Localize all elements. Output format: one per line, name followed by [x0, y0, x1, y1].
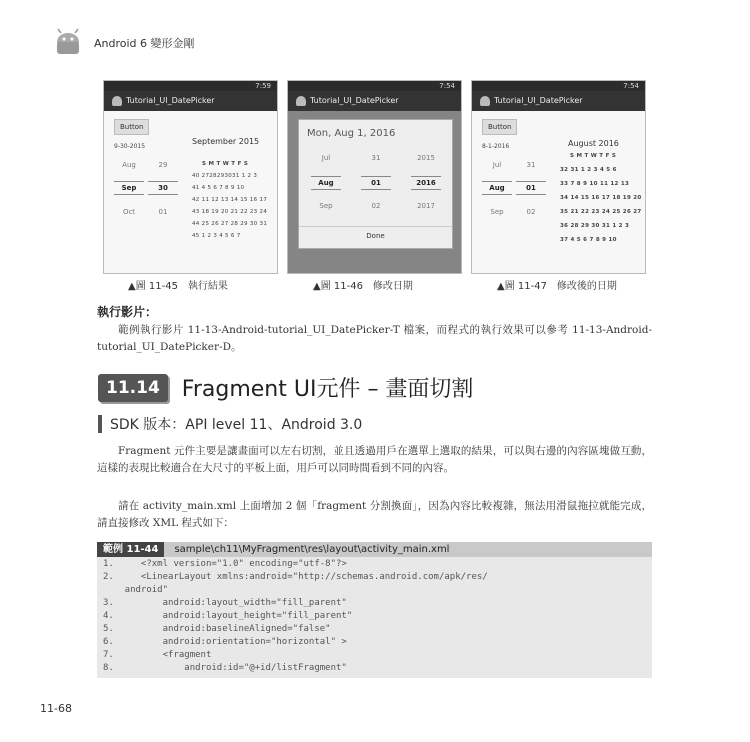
spinner-month-next: Sep: [490, 208, 504, 216]
app-title: Tutorial_UI_DatePicker: [126, 96, 215, 105]
date-label: 9-30-2015: [114, 143, 146, 150]
date-picker-dialog: [298, 119, 453, 249]
calendar-month: September 2015: [192, 137, 260, 146]
calendar-week[interactable]: 36 28 29 30 31 1 2 3: [560, 223, 630, 229]
heading-bar: [98, 415, 102, 433]
figure-caption: ▲圖 11-46 修改日期: [313, 281, 413, 292]
spinner-day-next: 02: [526, 208, 536, 216]
status-bar: 7:54: [288, 81, 461, 91]
code-path: sample\ch11\MyFragment\res\layout\activity_main.xml: [174, 544, 450, 555]
code-line: 2. <LinearLayout xmlns:android="http://schemas.android.com/apk/res/: [103, 572, 488, 582]
button[interactable]: Button: [482, 119, 517, 135]
app-icon: [296, 96, 306, 106]
app-title: Tutorial_UI_DatePicker: [494, 96, 583, 105]
app-icon: [112, 96, 122, 106]
calendar-week[interactable]: 34 14 15 16 17 18 19 20: [560, 195, 642, 201]
page-number: 11-68: [40, 702, 72, 715]
app-icon: [480, 96, 490, 106]
code-listing: [97, 542, 652, 678]
app-bar: [472, 91, 645, 111]
book-title: Android 6 變形金剛: [94, 37, 195, 50]
spinner-month-next: Oct: [122, 208, 136, 216]
spinner-month-next: Sep: [319, 202, 333, 210]
screenshot-figure-11-46: [287, 80, 462, 274]
code-label: 範例 11-44: [97, 542, 164, 557]
calendar-week[interactable]: 41 4 5 6 7 8 9 10: [192, 185, 245, 191]
spinner-month-selected[interactable]: Sep: [114, 181, 144, 195]
sdk-heading: [98, 414, 362, 434]
paragraph: 請在 activity_main.xml 上面增加 2 個「fragment 分割換面」，因為內容比較複雜，無法用滑鼠拖拉就能完成，請直接修改 XML 程式如下：: [97, 500, 652, 529]
screenshot-figure-11-47: [471, 80, 646, 274]
spinner-month-prev: Aug: [122, 161, 136, 169]
calendar-month: August 2016: [568, 139, 619, 148]
spinner-day-selected[interactable]: 30: [148, 181, 178, 195]
button[interactable]: Button: [114, 119, 149, 135]
section-number: 11.14: [98, 374, 168, 402]
code-line: 7. <fragment: [103, 650, 212, 660]
spinner-month-selected[interactable]: Aug: [311, 176, 341, 190]
dialog-title: Mon, Aug 1, 2016: [307, 128, 396, 139]
book-header: [50, 28, 195, 58]
section-title: [98, 372, 473, 403]
code-line: 6. android:orientation="horizontal" >: [103, 637, 347, 647]
status-bar: 7:54: [472, 81, 645, 91]
spinner-month-selected[interactable]: Aug: [482, 181, 512, 195]
calendar-week[interactable]: 32 31 1 2 3 4 5 6: [560, 167, 617, 173]
code-line: 5. android:baselineAligned="false": [103, 624, 331, 634]
spinner-day-prev: 31: [371, 154, 381, 162]
screenshot-figure-11-45: [103, 80, 278, 274]
app-bar: [104, 91, 277, 111]
calendar-week[interactable]: 42 11 12 13 14 15 16 17: [192, 197, 268, 203]
status-bar: 7:59: [104, 81, 277, 91]
calendar-week[interactable]: 45 1 2 3 4 5 6 7: [192, 233, 241, 239]
spinner-month-prev: Jul: [492, 161, 502, 169]
section-heading: Fragment UI元件 – 畫面切割: [181, 377, 474, 402]
calendar-week[interactable]: 33 7 8 9 10 11 12 13: [560, 181, 630, 187]
app-bar: [288, 91, 461, 111]
calendar-week[interactable]: 35 21 22 23 24 25 26 27: [560, 209, 642, 215]
code-line: 3. android:layout_width="fill_parent": [103, 598, 347, 608]
code-line: 1. <?xml version="1.0" encoding="utf-8"?>: [103, 559, 347, 569]
calendar-week[interactable]: 43 18 19 20 21 22 23 24: [192, 209, 268, 215]
spinner-year-prev: 2015: [417, 154, 435, 162]
code-header: [97, 542, 652, 557]
spinner-day-next: 01: [158, 208, 168, 216]
date-label: 8-1-2016: [482, 143, 510, 150]
calendar-weekdays: S M T W T F S: [202, 161, 249, 167]
done-button[interactable]: Done: [299, 226, 452, 240]
android-robot-icon: [50, 28, 86, 58]
spinner-year-next: 2017: [417, 202, 435, 210]
figure-caption: ▲圖 11-45 執行結果: [128, 281, 228, 292]
spinner-month-prev: Jul: [321, 154, 331, 162]
code-line: 8. android:id="@+id/listFragment": [103, 663, 347, 673]
spinner-day-selected[interactable]: 01: [516, 181, 546, 195]
calendar-weekdays: S M T W T F S: [570, 153, 617, 159]
calendar-week[interactable]: 40 2728293031 1 2 3: [192, 173, 258, 179]
spinner-day-next: 02: [371, 202, 381, 210]
exec-paragraph: 範例執行影片 11-13-Android-tutorial_UI_DatePicker-T 檔案，而程式的執行效果可以參考 11-13-Android-tutorial_UI_DatePicker-D。: [97, 324, 652, 353]
exec-heading: 執行影片：: [97, 305, 158, 319]
app-title: Tutorial_UI_DatePicker: [310, 96, 399, 105]
paragraph: Fragment 元件主要是讓畫面可以左右切割，並且透過用戶在選單上選取的結果，可以與右邊的內容區塊做互動，這樣的表現比較適合在大尺寸的平板上面，用戶可以同時間看到不同的內容。: [97, 445, 652, 474]
figure-caption: ▲圖 11-47 修改後的日期: [497, 281, 617, 292]
spinner-day-prev: 31: [526, 161, 536, 169]
spinner-day-prev: 29: [158, 161, 168, 169]
code-line: android": [103, 585, 169, 595]
code-line: 4. android:layout_height="fill_parent": [103, 611, 353, 621]
sdk-text: SDK 版本：API level 11、Android 3.0: [110, 417, 363, 433]
spinner-year-selected[interactable]: 2016: [411, 176, 441, 190]
spinner-day-selected[interactable]: 01: [361, 176, 391, 190]
calendar-week[interactable]: 44 25 26 27 28 29 30 31: [192, 221, 268, 227]
calendar-week[interactable]: 37 4 5 6 7 8 9 10: [560, 237, 617, 243]
